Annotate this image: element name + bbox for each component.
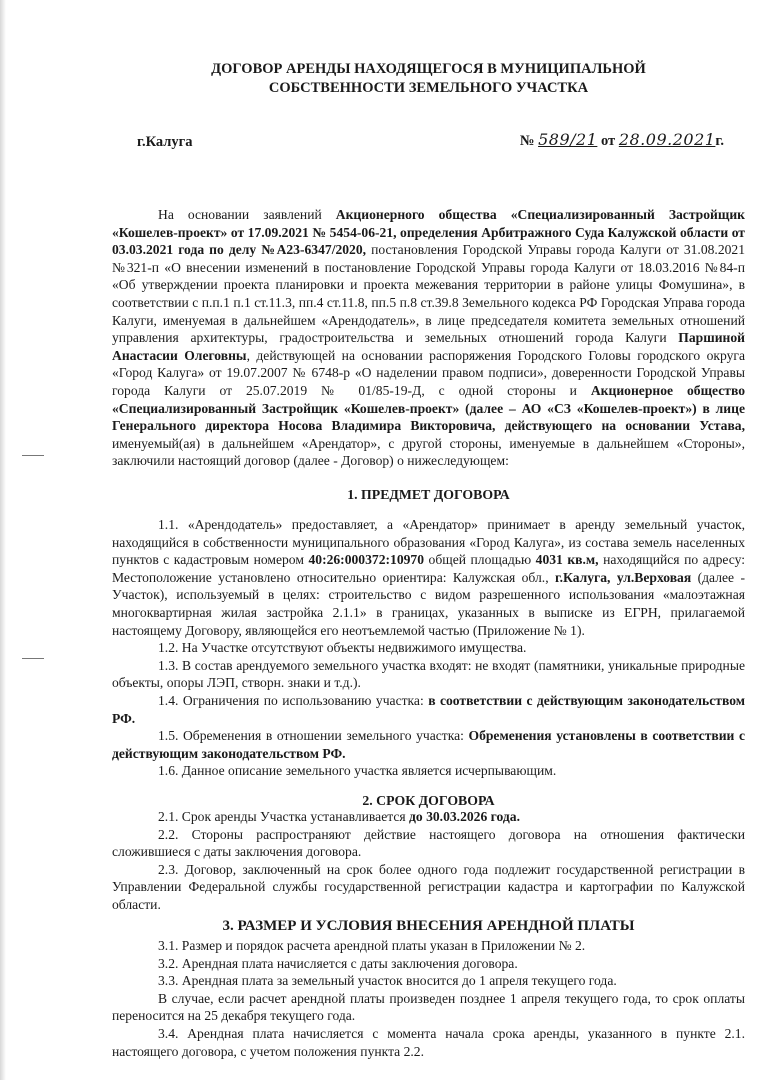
text: 1.5. Обременения в отношении земельного участка: <box>158 728 469 744</box>
text: общей площадью <box>424 552 536 568</box>
clause <box>112 727 745 762</box>
bold-text: Акционерное общество «Специализированный Застройщик «Кошелев-проект» (далее – АО «СЗ «Кошелев-проект») в лице Генерального директора Носова Владимира Викторовича, действующего на основании Устава, <box>112 382 745 434</box>
clause <box>112 639 745 657</box>
clause <box>112 762 745 780</box>
text: 1.4. Ограничения по использованию участка: <box>158 692 429 708</box>
text: 3.1. Размер и порядок расчета арендной платы указан в Приложении № 2. <box>158 938 586 953</box>
bold-text: г.Калуга, ул.Верховая <box>555 569 692 585</box>
scan-mark <box>22 658 44 659</box>
title-line: СОБСТВЕННОСТИ ЗЕМЕЛЬНОГО УЧАСТКА <box>268 80 589 96</box>
text: (далее - Участок), используемый в целях: строительство с видом разрешенного использования «малоэтажная многоквартирная жилая застройка 2.1.1» в границах, указанных в выписке из ЕГРН, прилагаемой настоящему Договору, являющейся его неотъемлемой частью (Приложение № 1). <box>112 569 745 638</box>
clause <box>112 692 745 727</box>
text: 2.2. Стороны распространяют действие настоящего договора на отношения фактически сложившиеся с даты заключения договора. <box>112 826 745 860</box>
bold-text: 4031 кв.м, <box>535 552 599 568</box>
bold-text: 40:26:000372:10970 <box>308 552 425 568</box>
clause <box>112 516 745 639</box>
bold-text: Обременения установлены в соответствии с действующим законодательством РФ. <box>112 728 745 761</box>
clause <box>112 657 745 692</box>
text: 1.6. Данное описание земельного участка является исчерпывающим. <box>158 763 557 779</box>
scan-edge <box>0 0 6 1080</box>
title-line: ДОГОВОР АРЕНДЫ НАХОДЯЩЕГОСЯ В МУНИЦИПАЛЬНОЙ <box>211 61 646 77</box>
text: 2.1. Срок аренды Участка устанавливается <box>158 809 410 824</box>
bold-text: Паршиной Анастасии Олеговны <box>112 330 745 363</box>
section-3-body <box>112 937 745 1060</box>
handwritten-number: 589/21 <box>538 130 598 149</box>
text: 3.2. Арендная плата начисляется с даты заключения договора. <box>158 955 518 971</box>
text: находящийся по адресу: Местоположение установлено относительно ориентира: Калужская обл., <box>112 552 746 585</box>
section-2-body <box>112 808 745 914</box>
year-suffix: г. <box>715 133 724 149</box>
section-heading: 3. РАЗМЕР И УСЛОВИЯ ВНЕСЕНИЯ АРЕНДНОЙ ПЛАТЫ <box>222 918 635 934</box>
clause <box>112 1025 745 1060</box>
document-title <box>112 60 745 98</box>
bold-text: до 30.03.2026 года. <box>409 809 520 824</box>
text: постановления Городской Управы города Калуги от 31.08.2021 №321-п «О внесении изменений в постановление Городской Управы города Калуги от 18.03.2016 №84-п «Об утверждении проекта планировки и проекта межевания территории в районе улицы Фомушина», в соответствии с п.п.1 п.1 ст.11.3, пп.4 ст.11.8, пп.5 п.8 ст.39.8 Земельного кодекса РФ Городская Управа города Калуги, именуемая в дальнейшем «Арендодатель», в лице председателя комитета земельных отношений управления архитектуры, градостроительства и земельных отношений города Калуги <box>112 242 746 346</box>
clause <box>112 861 745 914</box>
text: 3.3. Арендная плата за земельный участок вносится до 1 апреля текущего года. <box>158 973 617 989</box>
text: 1.2. На Участке отсутствуют объекты недвижимого имущества. <box>158 640 527 656</box>
preamble <box>112 206 745 470</box>
section-heading: 2. СРОК ДОГОВОРА <box>362 793 495 808</box>
bold-text: в соответствии с действующим законодательством РФ. <box>112 692 745 726</box>
contract-number <box>520 130 724 150</box>
clause <box>112 955 745 973</box>
text: именуемый(ая) в дальнейшем «Арендатор», с другой стороны, именуемые в дальнейшем «Стороны», заключили настоящий договор (далее - Договор) о нижеследующем: <box>112 435 745 469</box>
scan-mark <box>22 455 44 456</box>
preamble-paragraph <box>112 206 745 470</box>
text: 3.4. Арендная плата начисляется с момента начала срока аренды, указанного в пункте 2.1. настоящего договора, с учетом положения пункта 2.2. <box>112 1025 745 1059</box>
clause <box>112 990 745 1025</box>
text: 2.3. Договор, заключенный на срок более одного года подлежит государственной регистрации в Управлении Федеральной службы государственной регистрации кадастра и картографии по Калужской области. <box>112 861 745 912</box>
text: 1.1. «Арендодатель» предоставляет, а «Арендатор» принимает в аренду земельный участок, находящийся в собственности муниципального образования «Город Калуга», из состава земель населенных пунктов с кадастровым номером <box>112 517 745 568</box>
clause <box>112 937 745 955</box>
handwritten-date: 28.09.2021 <box>618 130 716 149</box>
section-heading: 1. ПРЕДМЕТ ДОГОВОРА <box>347 487 510 502</box>
clause <box>112 826 745 861</box>
text: В случае, если расчет арендной платы произведен позднее 1 апреля текущего года, то срок оплаты переносится на 25 декабря текущего года. <box>112 990 745 1024</box>
bold-text: Акционерного общества «Специализированный Застройщик «Кошелев-проект» от 17.09.2021 № 5454-06-21, определения Арбитражного Суда Калужской области от 03.03.2021 года по делу №А23-6347/2020, <box>112 207 746 258</box>
city: г.Калуга <box>137 134 193 150</box>
number-prefix: № <box>519 133 539 149</box>
text: На основании заявлений <box>158 207 336 222</box>
section-1-body <box>112 516 745 780</box>
text: , действующей на основании распоряжения Городского Головы городского округа «Город Калуга» от 19.07.2007 № 6748-р «О наделении правом подписи», доверенности Городской Управы города Калуги от 25.07.2019 № 01/85-19-Д, с одной стороны и <box>112 347 746 398</box>
text: 1.3. В состав арендуемого земельного участка входят: не входят (памятники, уникальные природные объекты, опоры ЛЭП, створн. знаки и т.д.). <box>112 657 745 691</box>
clause <box>112 808 745 826</box>
from-label: от <box>597 133 619 149</box>
clause <box>112 972 745 990</box>
